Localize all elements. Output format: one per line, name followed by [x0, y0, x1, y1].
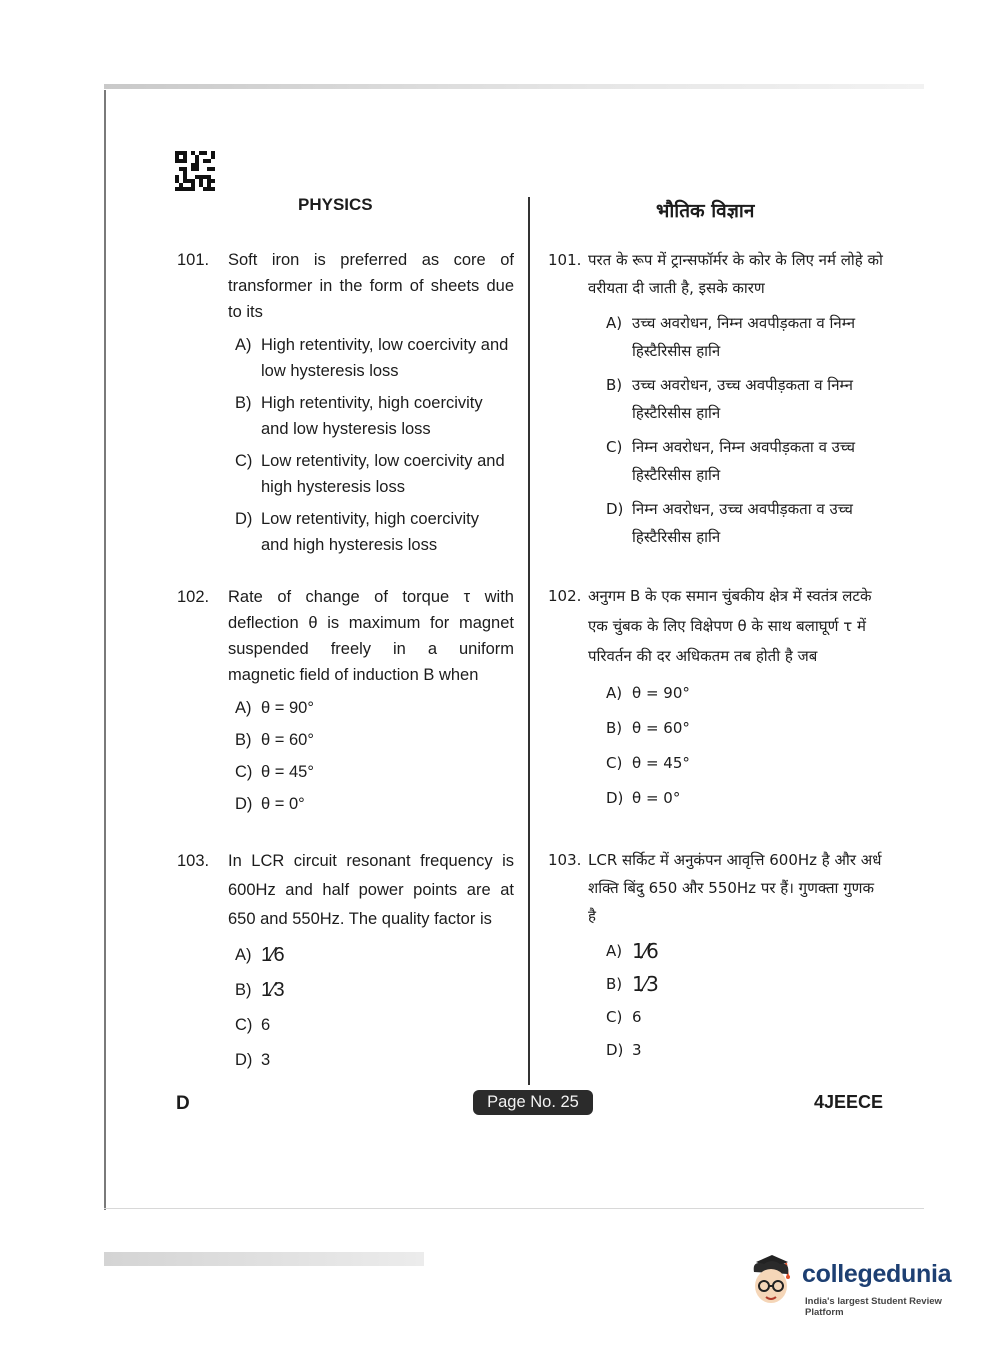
question-text: अनुगम B के एक समान चुंबकीय क्षेत्र में स्वतंत्र लटके एक चुंबक के लिए विक्षेपण θ के साथ बलाघूर्ण τ में परिवर्तन की दर अधिकतम तब होती है जब [588, 587, 872, 665]
paper-code: 4JEECE [814, 1092, 884, 1112]
question-102-hi [548, 581, 884, 818]
option-b: B) High retentivity, high coercivity and low hysteresis loss [235, 394, 483, 438]
option-a: A) 1⁄6 [606, 939, 658, 963]
question-number: 101. [177, 251, 210, 269]
option-d: D) 3 [235, 1051, 271, 1069]
scan-edge-top [104, 84, 924, 89]
options-list [235, 332, 514, 558]
scan-edge-left [104, 90, 106, 1210]
question-101-hi [548, 246, 884, 557]
option-c: C) 6 [606, 1008, 642, 1026]
option-c: C) θ = 45° [606, 754, 690, 772]
brand-tagline: India's largest Student Review Platform [805, 1296, 942, 1318]
option-d: D) θ = 0° [606, 789, 681, 807]
question-text: परत के रूप में ट्रान्सफॉर्मर के कोर के लिए नर्म लोहे को वरीयता दी जाती है, इसके कारण [588, 251, 883, 297]
option-d: D) 3 [606, 1041, 642, 1059]
option-b: B) 1⁄3 [235, 979, 284, 1001]
set-code: D [176, 1093, 190, 1114]
section-title-hindi: भौतिक विज्ञान [656, 200, 755, 222]
option-a: A) θ = 90° [235, 699, 314, 717]
mascot-icon [742, 1252, 800, 1310]
question-text: LCR सर्किट में अनुकंपन आवृत्ति 600Hz है और अर्ध शक्ति बिंदु 650 और 550Hz पर हैं। गुणक्ता गुणक है [588, 851, 882, 925]
option-b: B) θ = 60° [235, 731, 314, 749]
options-list [235, 695, 514, 817]
options-list [235, 941, 514, 1075]
question-text: Rate of change of torque τ with deflection θ is maximum for magnet suspended freely in a uniform magnetic field of induction B when [228, 588, 514, 684]
option-b: B) 1⁄3 [606, 972, 658, 996]
question-number: 101. [548, 251, 582, 269]
option-b: B) θ = 60° [606, 719, 690, 737]
option-d: D) θ = 0° [235, 795, 305, 813]
option-c: C) 6 [235, 1016, 271, 1034]
collegedunia-logo [742, 1252, 972, 1318]
question-number: 102. [177, 588, 210, 606]
question-text: Soft iron is preferred as core of transformer in the form of sheets due to its [228, 251, 514, 321]
section-title-english: PHYSICS [298, 195, 373, 214]
scan-edge-bottom [104, 1208, 924, 1209]
question-103-hi [548, 846, 884, 1069]
option-d: D) Low retentivity, high coercivity and high hysteresis loss [235, 510, 479, 554]
options-list [606, 309, 884, 551]
option-a: A) 1⁄6 [235, 944, 284, 966]
column-divider [528, 197, 530, 1085]
scan-smudge [104, 1252, 424, 1266]
question-text: In LCR circuit resonant frequency is 600Hz and half power points are at 650 and 550Hz. The quality factor is [228, 852, 514, 928]
option-a: A) θ = 90° [606, 684, 690, 702]
question-number: 103. [548, 851, 582, 869]
option-b: B) उच्च अवरोधन, उच्च अवपीड़कता व निम्न हिस्टैरिसीस हानि [606, 376, 853, 422]
options-list [606, 678, 884, 813]
page-number: Page No. 25 [473, 1090, 593, 1115]
brand-name: collegedunia [802, 1260, 952, 1288]
qr-code-icon [175, 151, 215, 191]
option-a: A) High retentivity, low coercivity and low hysteresis loss [235, 336, 509, 380]
question-102-en [177, 584, 514, 823]
question-103-en [177, 847, 514, 1081]
question-number: 102. [548, 587, 582, 605]
option-d: D) निम्न अवरोधन, उच्च अवपीड़कता व उच्च हिस्टैरिसीस हानि [606, 500, 853, 546]
question-number: 103. [177, 852, 210, 870]
options-list [606, 937, 884, 1064]
option-c: C) Low retentivity, low coercivity and high hysteresis loss [235, 452, 505, 496]
option-c: C) θ = 45° [235, 763, 314, 781]
option-c: C) निम्न अवरोधन, निम्न अवपीड़कता व उच्च हिस्टैरिसीस हानि [606, 438, 856, 484]
question-101-en [177, 247, 514, 564]
option-a: A) उच्च अवरोधन, निम्न अवपीड़कता व निम्न हिस्टैरिसीस हानि [606, 314, 856, 360]
